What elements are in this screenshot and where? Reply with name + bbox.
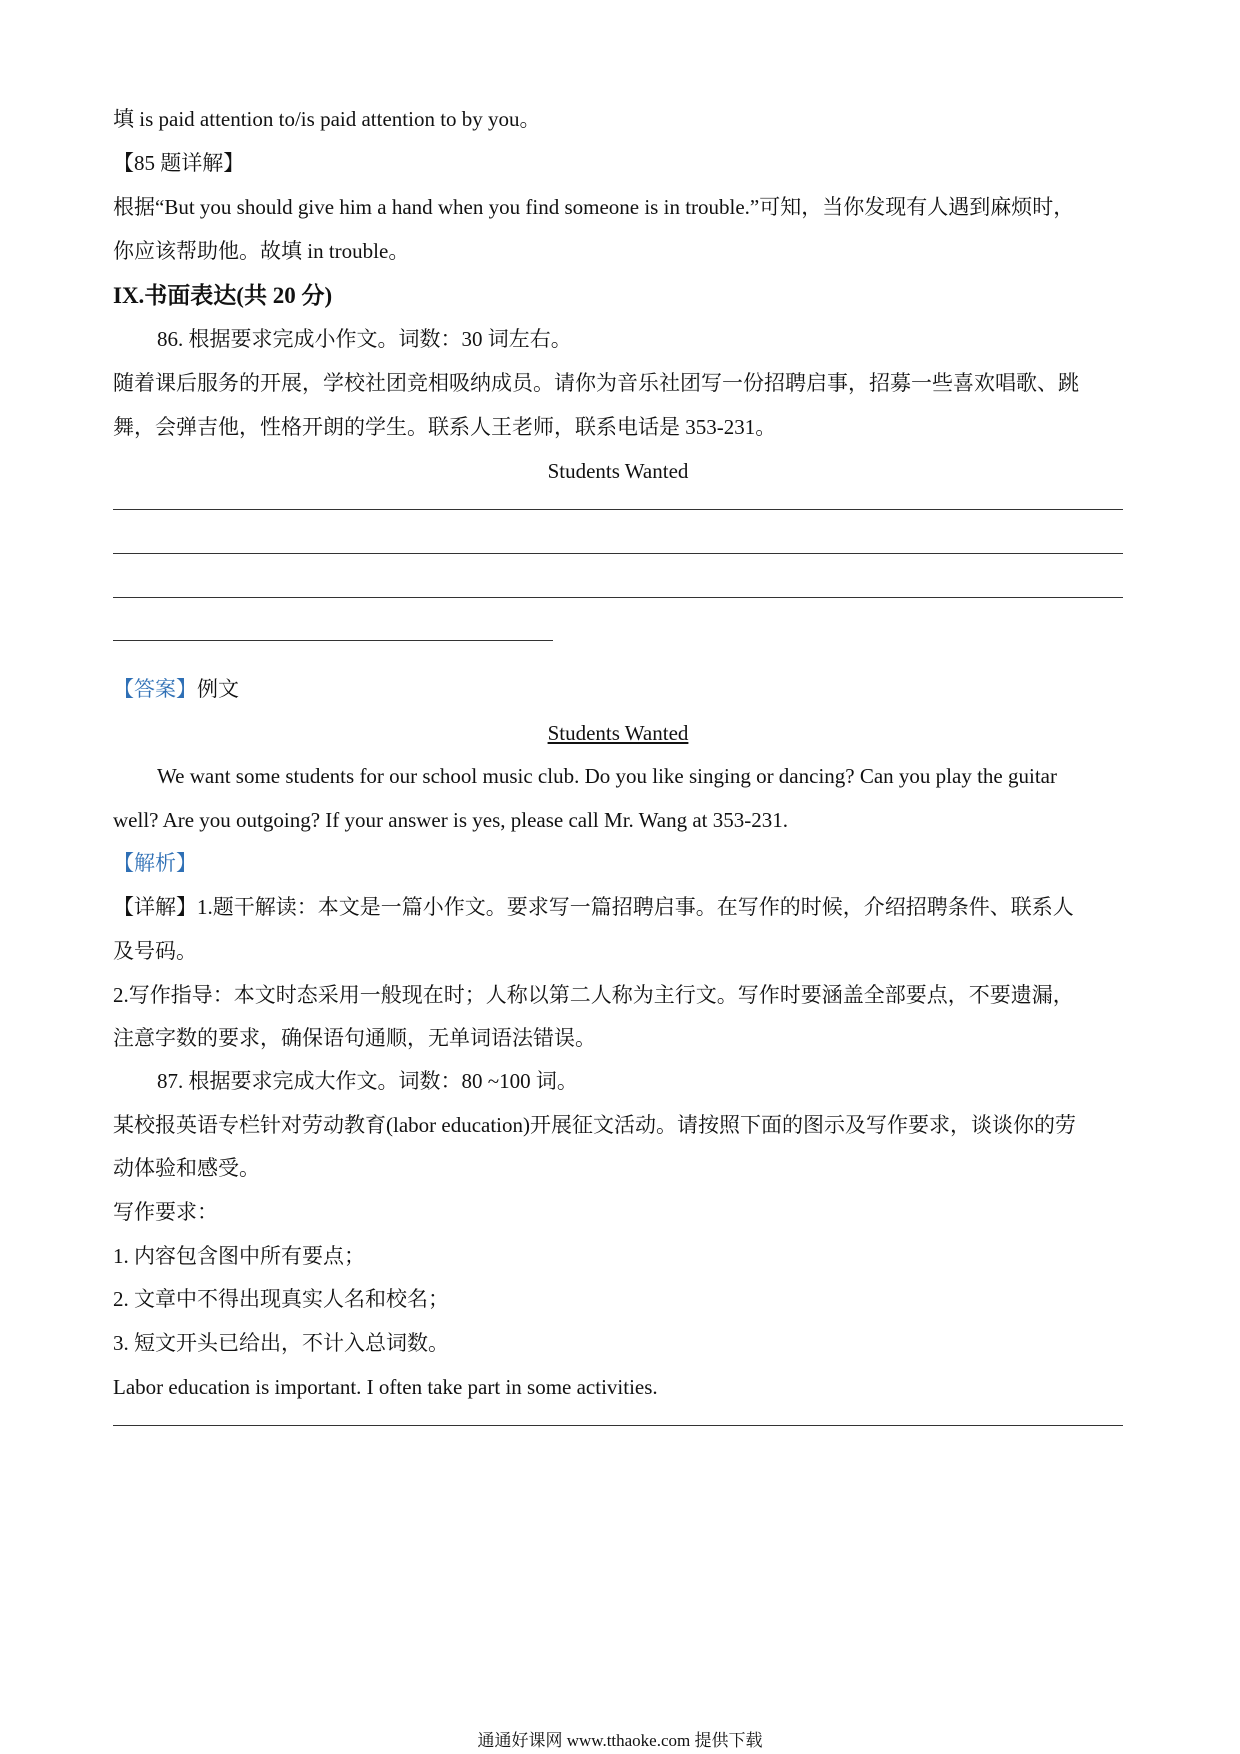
writing-line-3 bbox=[113, 597, 1123, 598]
page-footer: 通通好课网 www.tthaoke.com 提供下载 bbox=[477, 1731, 763, 1750]
q87-requirements-title: 写作要求： bbox=[113, 1200, 218, 1224]
q85-detail-line-2: 你应该帮助他。故填 in trouble。 bbox=[113, 239, 410, 263]
q86-essay-title: Students Wanted bbox=[547, 459, 689, 483]
q87-requirement-1: 1. 内容包含图中所有要点； bbox=[113, 1244, 365, 1268]
sample-essay-title-line bbox=[113, 718, 1123, 748]
sample-essay-body-line-2: well? Are you outgoing? If your answer is yes, please call Mr. Wang at 353-231. bbox=[113, 808, 789, 832]
sample-essay-title: Students Wanted bbox=[547, 721, 689, 745]
analysis-detail-line-2: 及号码。 bbox=[113, 939, 197, 963]
q87-requirement-3: 3. 短文开头已给出，不计入总词数。 bbox=[113, 1331, 449, 1355]
analysis-detail-line-1: 【详解】1.题干解读：本文是一篇小作文。要求写一篇招聘启事。在写作的时候，介绍招聘条件、联系人 bbox=[113, 895, 1074, 919]
writing-line-1 bbox=[113, 509, 1123, 510]
q85-detail-heading: 【85 题详解】 bbox=[113, 151, 245, 175]
analysis-detail-line-3: 2.写作指导：本文时态采用一般现在时；人称以第二人称为主行文。写作时要涵盖全部要点，不要遗漏， bbox=[113, 983, 1074, 1007]
writing-line-2 bbox=[113, 553, 1123, 554]
section-heading-writing: IX.书面表达(共 20 分) bbox=[113, 283, 333, 308]
q87-prompt: 87. 根据要求完成大作文。词数：80 ~100 词。 bbox=[157, 1069, 578, 1093]
q87-requirement-2: 2. 文章中不得出现真实人名和校名； bbox=[113, 1287, 449, 1311]
q87-description-line-2: 动体验和感受。 bbox=[113, 1156, 260, 1180]
q86-description-line-2: 舞，会弹吉他，性格开朗的学生。联系人王老师，联系电话是 353-231。 bbox=[113, 415, 777, 439]
answer-label-suffix: 例文 bbox=[197, 677, 239, 701]
analysis-detail-line-4: 注意字数的要求，确保语句通顺，无单词语法错误。 bbox=[113, 1026, 596, 1050]
q87-essay-opening: Labor education is important. I often take part in some activities. bbox=[113, 1375, 658, 1399]
sample-essay-body-line-1: We want some students for our school music club. Do you like singing or dancing? Can you play the guitar bbox=[157, 764, 1057, 788]
q87-description-line-1: 某校报英语专栏针对劳动教育(labor education)开展征文活动。请按照下面的图示及写作要求，谈谈你的劳 bbox=[113, 1113, 1077, 1137]
q86-description-line-1: 随着课后服务的开展，学校社团竞相吸纳成员。请你为音乐社团写一份招聘启事，招募一些喜欢唱歌、跳 bbox=[113, 371, 1079, 395]
q85-detail-line-1: 根据“But you should give him a hand when you find someone is in trouble.”可知，当你发现有人遇到麻烦时， bbox=[113, 195, 1075, 219]
answer-explanation-84-end: 填 is paid attention to/is paid attention to by you。 bbox=[113, 107, 541, 131]
analysis-label: 【解析】 bbox=[113, 851, 197, 875]
q86-prompt: 86. 根据要求完成小作文。词数：30 词左右。 bbox=[157, 327, 572, 351]
answer-label: 【答案】 bbox=[113, 677, 197, 701]
writing-line-q87 bbox=[113, 1425, 1123, 1426]
answer-label-line bbox=[113, 674, 1123, 704]
writing-line-4 bbox=[113, 640, 553, 641]
